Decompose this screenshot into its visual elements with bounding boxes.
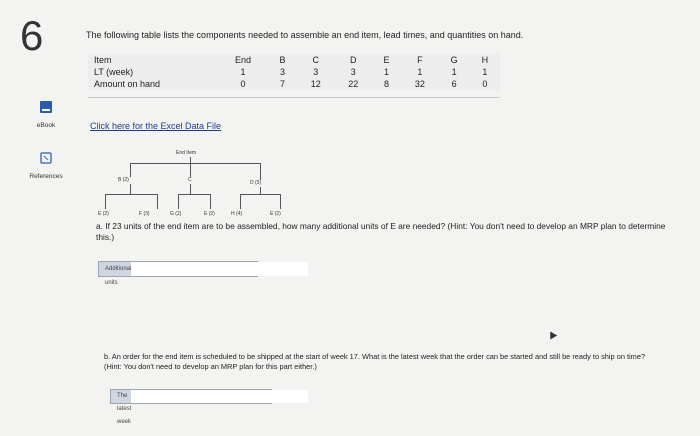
sidebar-item-label: References — [29, 173, 63, 180]
tree-line — [130, 163, 260, 164]
additional-units-answer — [98, 261, 258, 286]
tree-line — [240, 194, 241, 209]
tree-node-e: E (2) — [204, 211, 215, 217]
latest-week-input[interactable] — [131, 390, 308, 403]
tree-line — [190, 184, 191, 194]
additional-units-input[interactable] — [131, 262, 308, 276]
tree-line — [178, 194, 210, 195]
tree-node-b: B (2) — [118, 177, 129, 183]
tree-line — [260, 163, 261, 180]
tree-line — [260, 187, 261, 194]
tree-node-c: C — [188, 177, 192, 183]
components-table — [88, 54, 500, 90]
additional-units-label: Additional units — [99, 262, 131, 276]
table-divider — [88, 97, 500, 98]
tree-line — [157, 194, 158, 209]
tree-line — [210, 194, 211, 209]
table-cell: 3 — [313, 67, 319, 77]
tree-node-f: F (3) — [139, 211, 150, 217]
table-cell: 3 — [280, 67, 286, 77]
table-row — [88, 66, 500, 78]
row-label: LT (week) — [94, 67, 134, 77]
excel-data-link[interactable]: Click here for the Excel Data File — [90, 121, 222, 131]
table-cell: H — [481, 55, 489, 65]
table-cell: 32 — [414, 79, 425, 89]
sidebar — [18, 100, 74, 202]
references-icon — [39, 151, 53, 170]
tree-line — [105, 194, 157, 195]
table-cell: End — [234, 55, 251, 65]
question-b-text: b. An order for the end item is scheduled to be shipped at the start of week 17. What is the latest week that the order can be started and still be ready to ship on time? (Hint: You don't need to develop an MRP plan for this part either.) — [104, 352, 646, 371]
table-cell: 7 — [280, 79, 286, 89]
tree-line — [280, 194, 281, 209]
question-number: 6 — [20, 12, 44, 59]
table-cell: 1 — [240, 67, 246, 77]
mouse-cursor-icon — [547, 329, 557, 339]
table-cell: F — [417, 55, 423, 65]
table-cell: D — [350, 55, 357, 65]
sidebar-item-references[interactable] — [18, 151, 74, 180]
tree-node-root: End Item — [176, 150, 197, 156]
table-cell: 1 — [417, 67, 423, 77]
tree-line — [240, 194, 280, 195]
intro-text: The following table lists the components needed to assemble an end item, lead times, and quantities on hand. — [86, 30, 524, 40]
tree-line — [130, 184, 131, 194]
sidebar-item-ebook[interactable] — [18, 100, 74, 129]
table-row — [88, 54, 500, 66]
table-cell: 22 — [348, 79, 359, 89]
table-cell: 0 — [240, 79, 246, 89]
tree-node-e: E (2) — [98, 211, 109, 217]
table-row — [88, 78, 500, 90]
table-cell: 1 — [384, 67, 390, 77]
latest-week-label: The latest week — [111, 390, 131, 403]
table-cell: 12 — [310, 79, 321, 89]
row-label: Item — [94, 55, 112, 65]
table-cell: B — [279, 55, 286, 65]
latest-week-answer — [110, 389, 272, 425]
tree-line — [130, 163, 131, 177]
table-cell: 1 — [451, 67, 457, 77]
table-cell: 3 — [350, 67, 356, 77]
question-a-text: a. If 23 units of the end item are to be assembled, how many additional units of E are needed? (Hint: You don't need to develop an MRP plan to determine this.) — [96, 221, 666, 242]
product-structure-tree — [90, 140, 350, 220]
table-cell: 0 — [482, 79, 488, 89]
tree-line — [178, 194, 179, 209]
tree-node-g: G (2) — [170, 211, 182, 217]
table-cell: 6 — [451, 79, 457, 89]
tree-node-h: H (4) — [231, 211, 243, 217]
tree-line — [105, 194, 106, 209]
table-cell: 1 — [482, 67, 488, 77]
tree-node-d: D (3) — [250, 180, 262, 186]
table-cell: C — [312, 55, 320, 65]
ebook-icon — [39, 100, 53, 119]
table-cell: E — [383, 55, 390, 65]
sidebar-item-label: eBook — [36, 122, 56, 129]
table-cell: G — [450, 55, 458, 65]
tree-line — [190, 163, 191, 177]
row-label: Amount on hand — [94, 79, 161, 89]
table-cell: 8 — [384, 79, 390, 89]
tree-node-e: E (2) — [270, 211, 281, 217]
